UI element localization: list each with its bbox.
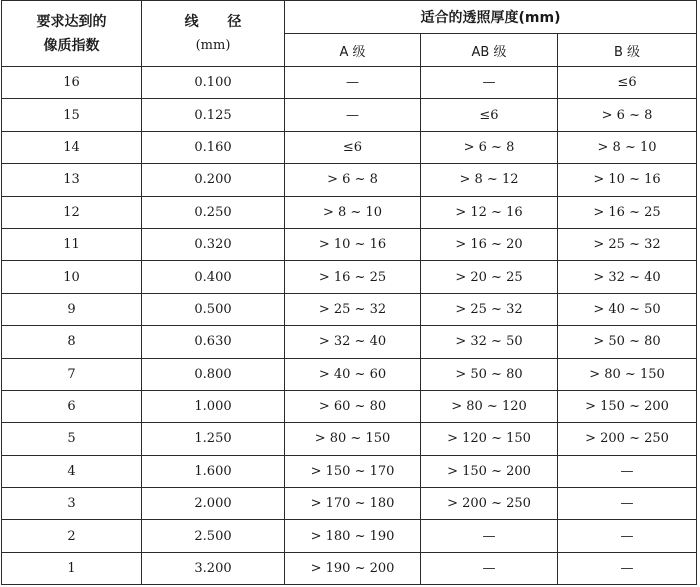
table-row <box>2 520 697 552</box>
header-grade-b: B 级 <box>558 34 697 67</box>
cell-iqi-index: 7 <box>2 358 142 390</box>
cell-iqi-index: 4 <box>2 455 142 487</box>
cell-wire-diameter: 2.500 <box>142 520 285 552</box>
cell-wire-diameter: 1.600 <box>142 455 285 487</box>
cell-thickness-ab: ≤6 <box>421 99 558 131</box>
iqi-thickness-table <box>1 0 697 585</box>
cell-thickness-a: > 190 ~ 200 <box>285 552 421 584</box>
cell-iqi-index: 1 <box>2 552 142 584</box>
cell-wire-diameter: 0.320 <box>142 228 285 260</box>
cell-thickness-b: > 8 ~ 10 <box>558 131 697 163</box>
cell-thickness-b: — <box>558 455 697 487</box>
cell-thickness-ab: > 16 ~ 20 <box>421 228 558 260</box>
cell-thickness-b: — <box>558 488 697 520</box>
cell-thickness-ab: — <box>421 67 558 99</box>
cell-wire-diameter: 0.125 <box>142 99 285 131</box>
cell-thickness-a: > 40 ~ 60 <box>285 358 421 390</box>
cell-thickness-a: > 25 ~ 32 <box>285 293 421 325</box>
cell-iqi-index: 14 <box>2 131 142 163</box>
table-body <box>2 67 697 585</box>
cell-thickness-a: > 10 ~ 16 <box>285 228 421 260</box>
cell-thickness-a: > 170 ~ 180 <box>285 488 421 520</box>
cell-thickness-a: > 150 ~ 170 <box>285 455 421 487</box>
header-grade-a: A 级 <box>285 34 421 67</box>
header-wire-diameter-line1: 线 径 <box>184 13 254 30</box>
header-thickness-group: 适合的透照厚度(mm) <box>285 1 697 34</box>
cell-iqi-index: 15 <box>2 99 142 131</box>
cell-iqi-index: 6 <box>2 390 142 422</box>
cell-wire-diameter: 2.000 <box>142 488 285 520</box>
cell-thickness-b: > 40 ~ 50 <box>558 293 697 325</box>
table-row <box>2 488 697 520</box>
cell-thickness-a: — <box>285 67 421 99</box>
cell-wire-diameter: 0.400 <box>142 261 285 293</box>
header-required-iqi-line2: 像质指数 <box>43 37 100 54</box>
cell-thickness-ab: — <box>421 520 558 552</box>
table-row <box>2 228 697 260</box>
cell-thickness-b: — <box>558 552 697 584</box>
cell-iqi-index: 13 <box>2 164 142 196</box>
table-row <box>2 131 697 163</box>
cell-thickness-ab: > 32 ~ 50 <box>421 326 558 358</box>
cell-thickness-ab: > 12 ~ 16 <box>421 196 558 228</box>
cell-thickness-ab: > 50 ~ 80 <box>421 358 558 390</box>
table-row <box>2 390 697 422</box>
cell-thickness-b: > 200 ~ 250 <box>558 423 697 455</box>
cell-iqi-index: 12 <box>2 196 142 228</box>
cell-thickness-b: > 50 ~ 80 <box>558 326 697 358</box>
table-row <box>2 552 697 584</box>
cell-thickness-a: > 80 ~ 150 <box>285 423 421 455</box>
cell-wire-diameter: 1.000 <box>142 390 285 422</box>
cell-iqi-index: 16 <box>2 67 142 99</box>
cell-thickness-a: > 180 ~ 190 <box>285 520 421 552</box>
cell-thickness-a: > 6 ~ 8 <box>285 164 421 196</box>
cell-thickness-b: > 80 ~ 150 <box>558 358 697 390</box>
cell-thickness-b: — <box>558 520 697 552</box>
cell-wire-diameter: 0.160 <box>142 131 285 163</box>
cell-iqi-index: 11 <box>2 228 142 260</box>
cell-thickness-ab: > 25 ~ 32 <box>421 293 558 325</box>
cell-thickness-b: > 10 ~ 16 <box>558 164 697 196</box>
cell-thickness-b: ≤6 <box>558 67 697 99</box>
cell-iqi-index: 2 <box>2 520 142 552</box>
cell-iqi-index: 8 <box>2 326 142 358</box>
table-row <box>2 164 697 196</box>
cell-thickness-a: > 8 ~ 10 <box>285 196 421 228</box>
cell-thickness-ab: > 6 ~ 8 <box>421 131 558 163</box>
cell-thickness-a: > 60 ~ 80 <box>285 390 421 422</box>
table-row <box>2 293 697 325</box>
cell-thickness-ab: > 150 ~ 200 <box>421 455 558 487</box>
cell-wire-diameter: 0.500 <box>142 293 285 325</box>
cell-iqi-index: 9 <box>2 293 142 325</box>
table-row <box>2 455 697 487</box>
table-row <box>2 261 697 293</box>
table-row <box>2 358 697 390</box>
table-row <box>2 99 697 131</box>
cell-wire-diameter: 0.800 <box>142 358 285 390</box>
cell-thickness-b: > 16 ~ 25 <box>558 196 697 228</box>
cell-thickness-b: > 150 ~ 200 <box>558 390 697 422</box>
header-required-iqi-line1: 要求达到的 <box>36 13 107 30</box>
table-row <box>2 326 697 358</box>
table-row <box>2 196 697 228</box>
cell-thickness-a: > 16 ~ 25 <box>285 261 421 293</box>
cell-thickness-a: — <box>285 99 421 131</box>
cell-thickness-ab: > 120 ~ 150 <box>421 423 558 455</box>
table-row <box>2 67 697 99</box>
cell-thickness-b: > 25 ~ 32 <box>558 228 697 260</box>
header-wire-diameter-unit: (mm) <box>195 37 231 53</box>
cell-thickness-ab: > 80 ~ 120 <box>421 390 558 422</box>
cell-thickness-ab: — <box>421 552 558 584</box>
cell-thickness-b: > 6 ~ 8 <box>558 99 697 131</box>
cell-wire-diameter: 1.250 <box>142 423 285 455</box>
cell-iqi-index: 10 <box>2 261 142 293</box>
cell-wire-diameter: 3.200 <box>142 552 285 584</box>
header-required-iqi <box>2 1 142 67</box>
header-grade-ab: AB 级 <box>421 34 558 67</box>
cell-wire-diameter: 0.630 <box>142 326 285 358</box>
cell-iqi-index: 5 <box>2 423 142 455</box>
cell-iqi-index: 3 <box>2 488 142 520</box>
cell-thickness-ab: > 8 ~ 12 <box>421 164 558 196</box>
cell-thickness-a: ≤6 <box>285 131 421 163</box>
cell-thickness-ab: > 20 ~ 25 <box>421 261 558 293</box>
cell-wire-diameter: 0.250 <box>142 196 285 228</box>
cell-thickness-a: > 32 ~ 40 <box>285 326 421 358</box>
cell-wire-diameter: 0.100 <box>142 67 285 99</box>
cell-thickness-b: > 32 ~ 40 <box>558 261 697 293</box>
table-row <box>2 423 697 455</box>
header-wire-diameter <box>142 1 285 67</box>
cell-wire-diameter: 0.200 <box>142 164 285 196</box>
cell-thickness-ab: > 200 ~ 250 <box>421 488 558 520</box>
